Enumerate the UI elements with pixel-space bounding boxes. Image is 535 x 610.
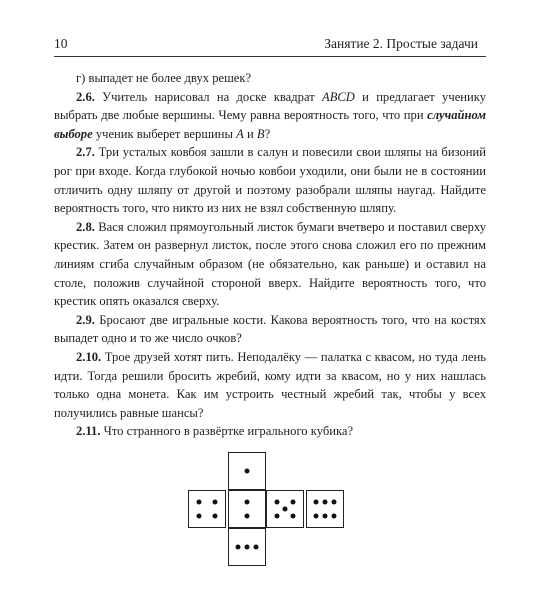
problem-2-7 xyxy=(54,143,486,217)
emphasis-text: случайном выборе xyxy=(54,108,486,141)
die-pip xyxy=(283,507,288,512)
die-pip xyxy=(275,514,280,519)
problem-text: Вася сложил прямоугольный листок бумаги вчетверо и поставил сверху крестик. Затем он развернул листок, после этого снова сложил его по прежним линиям сгиба случайным образом (не обязательно, как раньше) и оставил на столе, положив случайной стороной вверх. Найдите вероятность того, что крестик опять оказался сверху. xyxy=(54,219,486,309)
die-pip xyxy=(275,499,280,504)
die-pip xyxy=(314,514,319,519)
vertex-b-label: B xyxy=(256,126,265,141)
die-pip xyxy=(245,469,250,474)
problems-text xyxy=(54,69,486,441)
problem-2-11 xyxy=(54,422,486,441)
die-pip xyxy=(323,499,328,504)
die-pip xyxy=(197,499,202,504)
die-pip xyxy=(245,514,250,519)
problem-text: ученик выберет вершины xyxy=(92,126,237,141)
page-header xyxy=(54,34,486,57)
problem-text: Что странного в развёртке игрального кубика? xyxy=(100,424,354,439)
problem-number: 2.9. xyxy=(76,312,95,327)
problem-2-6 xyxy=(54,88,486,144)
square-label: ABCD xyxy=(322,89,355,104)
problem-text: и xyxy=(243,126,257,141)
problem-text: Три усталых ковбоя зашли в салун и повесили свои шляпы на бизоний рог при входе. Когда глубокой ночью ковбои уходили, они были не в состоянии отличить одну шляпу от другой и поэтому разобрали шляпы наугад. Найдите вероятность того, что никто из них не взял собственную шляпу. xyxy=(54,145,486,216)
problem-text: Учитель нарисовал на доске квадрат xyxy=(94,89,322,104)
vertex-a-label: A xyxy=(236,126,244,141)
problem-text: Трое друзей хотят пить. Неподалёку — палатка с квасом, но туда лень идти. Тогда решили бросить жребий, кому идти за квасом, но у них нашлась только одна монета. Как им устроить честный жребий так, чтобы у всех получились равные шансы? xyxy=(54,349,486,420)
die-pip xyxy=(323,514,328,519)
die-pip xyxy=(314,499,319,504)
die-face-far-right xyxy=(306,490,344,528)
problem-number: 2.6. xyxy=(76,89,95,104)
problem-2-9 xyxy=(54,311,486,348)
running-title: Занятие 2. Простые задачи xyxy=(324,36,478,51)
die-face-right xyxy=(266,490,304,528)
problem-text: ? xyxy=(264,126,271,141)
die-pip xyxy=(236,545,241,550)
die-pip xyxy=(290,514,295,519)
die-pip xyxy=(332,499,337,504)
die-pip xyxy=(332,514,337,519)
die-face-bottom xyxy=(228,528,266,566)
die-pip xyxy=(254,545,259,550)
die-pip xyxy=(197,514,202,519)
problem-number: 2.7. xyxy=(76,145,95,160)
problem-number: 2.10. xyxy=(76,349,102,364)
die-face-center xyxy=(228,490,266,528)
die-pip xyxy=(212,514,217,519)
die-pip xyxy=(290,499,295,504)
die-pip xyxy=(245,499,250,504)
problem-2-8 xyxy=(54,218,486,311)
die-face-left xyxy=(188,490,226,528)
problem-text: и предлагает ученику выбрать две любые вершины. Чему равна вероятность того, что при xyxy=(54,89,486,123)
problem-number: 2.11. xyxy=(76,424,101,439)
problem-2-5-item-g: г) выпадет не более двух решек? xyxy=(76,71,252,85)
problem-number: 2.8. xyxy=(76,219,95,234)
page-number: 10 xyxy=(54,36,68,51)
problem-text: Бросают две игральные кости. Какова вероятность того, что на костях выпадет одно и то же число очков? xyxy=(54,312,486,346)
die-face-top xyxy=(228,452,266,490)
die-pip xyxy=(212,499,217,504)
problem-2-10 xyxy=(54,348,486,422)
die-pip xyxy=(245,545,250,550)
dice-net-figure xyxy=(188,452,348,572)
